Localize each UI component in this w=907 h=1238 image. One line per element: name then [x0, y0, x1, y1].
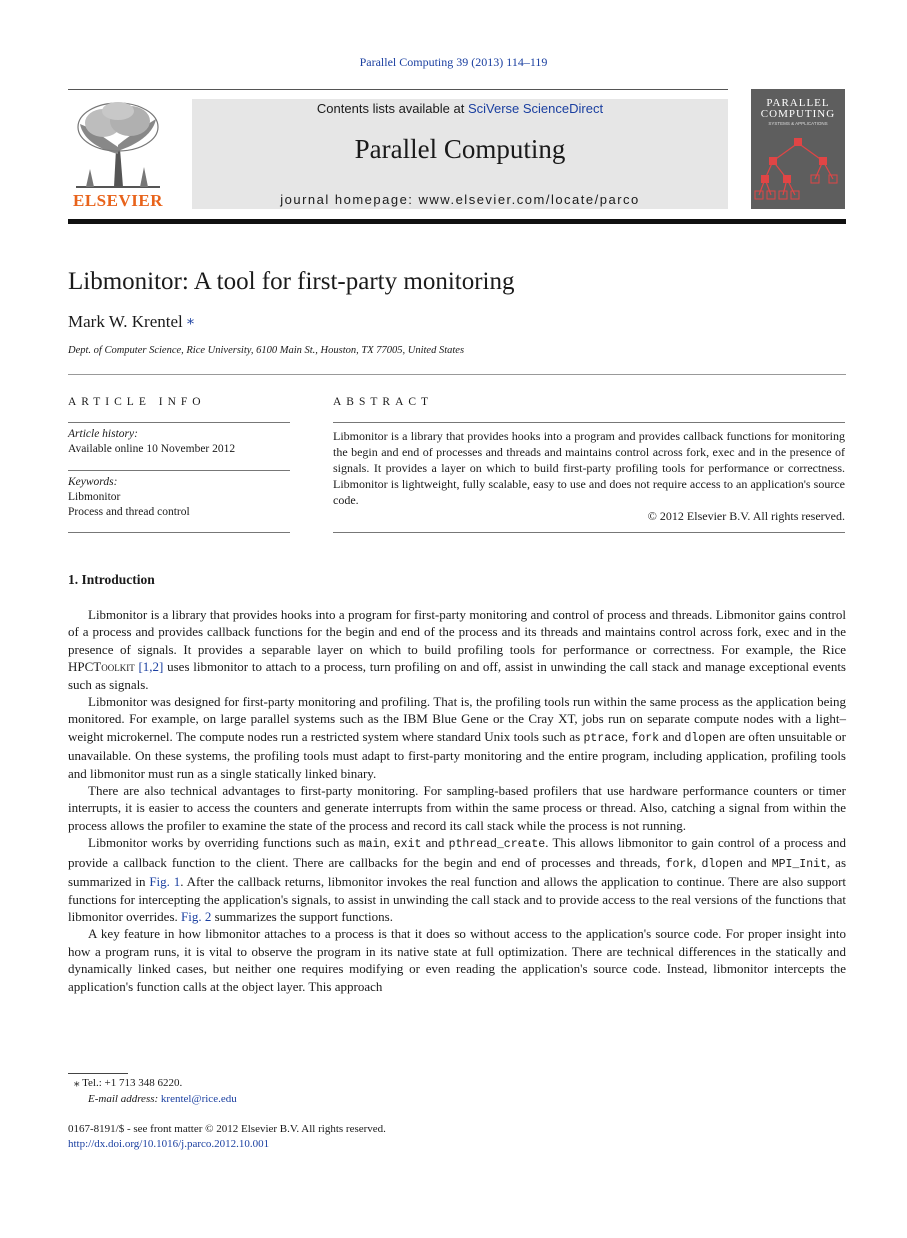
- info-rule-2: [68, 470, 290, 471]
- article-title: Libmonitor: A tool for first-party monitoring: [68, 268, 515, 295]
- abstract-copyright: © 2012 Elsevier B.V. All rights reserved.: [647, 509, 845, 523]
- info-rule-3: [68, 532, 290, 533]
- sciencedirect-link[interactable]: SciVerse ScienceDirect: [467, 101, 604, 116]
- keywords-label: Keywords:: [68, 476, 118, 488]
- author-affiliation: Dept. of Computer Science, Rice University, 6100 Main St., Houston, TX 77005, United States: [68, 345, 465, 356]
- footnote-tel: [74, 1076, 182, 1091]
- abstract-text: Libmonitor is a library that provides hooks into a program and provides callback functions for monitoring the begin and end of processes and threads and maintains control across fork, exec and in the presence of signals. It provides a layer on which to build first-party profiling tools for performance or correctness. Libmonitor is lightweight, fully scalable, easy to use and does not require access to an application's source code.: [333, 429, 845, 507]
- paragraph: Libmonitor works by overriding functions such as main, exit and pthread_create. This allows libmonitor to gain control of a process and provide a callback function to the client. There are callbacks for the begin and end of processes and threads, fork, dlopen and MPI_Init, as summarized in Fig. 1. After the callback returns, libmonitor invokes the real function and allows the application to continue. There are also support functions for intercepting the application's signals, to assist in unwinding the call stack and to provide access to the real versions of the functions that libmonitor overrides. Fig. 2 summarizes the support functions.: [68, 835, 847, 924]
- paragraph: There are also technical advantages to first-party monitoring. For sampling-based profilers that use hardware performance counters or timer interrupts, it is easier to access the counters and generate interrupts from within the same process or thread. Also, catching a signal from within the process allows the profiler to examine the state of the process and record its call stack while the process is not running.: [68, 783, 846, 833]
- journal-reference[interactable]: [0, 55, 907, 70]
- info-rule-1: [68, 422, 290, 423]
- author-name: Mark W. Krentel: [68, 312, 183, 331]
- figure-2-link[interactable]: Fig. 2: [181, 908, 212, 924]
- paragraph: A key feature in how libmonitor attaches to a process is that it does so without access to the application's source code. For proper insight into how a program runs, it is vital to observe the program in its native state at full optimization. There are technical differences in the statically and dynamically linked cases, but neither one requires modifying or even reading the application's source code. Instead, libmonitor intercepts the application's function calls at the object layer. This approach: [68, 926, 846, 994]
- reference-link[interactable]: [1,2]: [138, 659, 164, 675]
- issn-line: 0167-8191/$ - see front matter © 2012 Elsevier B.V. All rights reserved.: [68, 1123, 386, 1135]
- abstract-block: [333, 428, 845, 524]
- divider-rule: [68, 374, 846, 375]
- cover-tree-diagram-icon: [751, 131, 845, 211]
- contents-line: [192, 101, 728, 116]
- abstract-rule-top: [333, 422, 845, 423]
- keywords-block: [68, 475, 290, 520]
- keyword-item: Libmonitor: [68, 491, 121, 503]
- footnote-email: [88, 1092, 237, 1107]
- cover-subtitle: SYSTEMS & APPLICATIONS: [768, 121, 828, 126]
- paragraph: Libmonitor is a library that provides hooks into a program for first-party monitoring and control of process and threads. Libmonitor gains control of a process and provides callback functions for the begin and end of the process and its threads and maintains control across fork, exec and in the presence of signals. It provides a separable layer on which to build profiling tools for performance or correctness. For example, the Rice HPCToolkit [1,2] uses libmonitor to attach to a process, turn profiling on and off, assist in unwinding the call stack and manage exceptional events such as signals.: [68, 607, 846, 692]
- cover-title-1: PARALLEL: [766, 97, 830, 109]
- paragraph: Libmonitor was designed for first-party monitoring and profiling. That is, the profiling tools run within the same process as the application being monitored. For example, on large parallel systems such as the IBM Blue Gene or the Cray XT, jobs run on separate compute nodes with a light–weight microkernel. The compute nodes run a restricted system where standard Unix tools such as ptrace, fork and dlopen are often unsuitable or unavailable. On these systems, the profiling tools must adapt to first-party monitoring and the entire program, including application, profiling tools and libmonitor must run as a single statically linked binary.: [68, 694, 846, 781]
- contents-prefix: Contents lists available at: [316, 101, 468, 116]
- footnote-mark: ⁎: [74, 1077, 80, 1089]
- history-value: Available online 10 November 2012: [68, 443, 236, 455]
- figure-1-link[interactable]: Fig. 1: [149, 874, 181, 890]
- article-info-heading: ARTICLE INFO: [68, 396, 206, 408]
- introduction-body: [68, 606, 846, 995]
- journal-cover: [751, 89, 845, 209]
- journal-reference-link[interactable]: Parallel Computing 39 (2013) 114–119: [359, 55, 548, 69]
- header-top-rule: [68, 89, 728, 90]
- section-heading-introduction: 1. Introduction: [68, 572, 155, 587]
- email-label: E-mail address:: [88, 1093, 159, 1105]
- footnote-tel-text: Tel.: +1 713 348 6220.: [82, 1077, 183, 1089]
- email-link[interactable]: krentel@rice.edu: [160, 1093, 237, 1105]
- footnote-rule: [68, 1073, 128, 1074]
- elsevier-logo: [68, 99, 168, 209]
- header-thick-rule: [68, 219, 846, 224]
- article-history: [68, 427, 290, 457]
- journal-homepage[interactable]: journal homepage: www.elsevier.com/locate/parco: [280, 192, 640, 207]
- abstract-heading: ABSTRACT: [333, 396, 434, 408]
- doi-link[interactable]: http://dx.doi.org/10.1016/j.parco.2012.10.001: [68, 1138, 270, 1150]
- publisher-wordmark: ELSEVIER: [73, 191, 163, 210]
- author-footnote-mark[interactable]: ⁎: [186, 313, 194, 328]
- author-line: [68, 312, 194, 332]
- abstract-rule-bottom: [333, 532, 845, 533]
- keyword-item: Process and thread control: [68, 506, 190, 518]
- journal-name: Parallel Computing: [354, 134, 566, 164]
- cover-title-2: COMPUTING: [760, 108, 836, 120]
- history-label: Article history:: [68, 428, 138, 440]
- doi-line[interactable]: [68, 1137, 269, 1152]
